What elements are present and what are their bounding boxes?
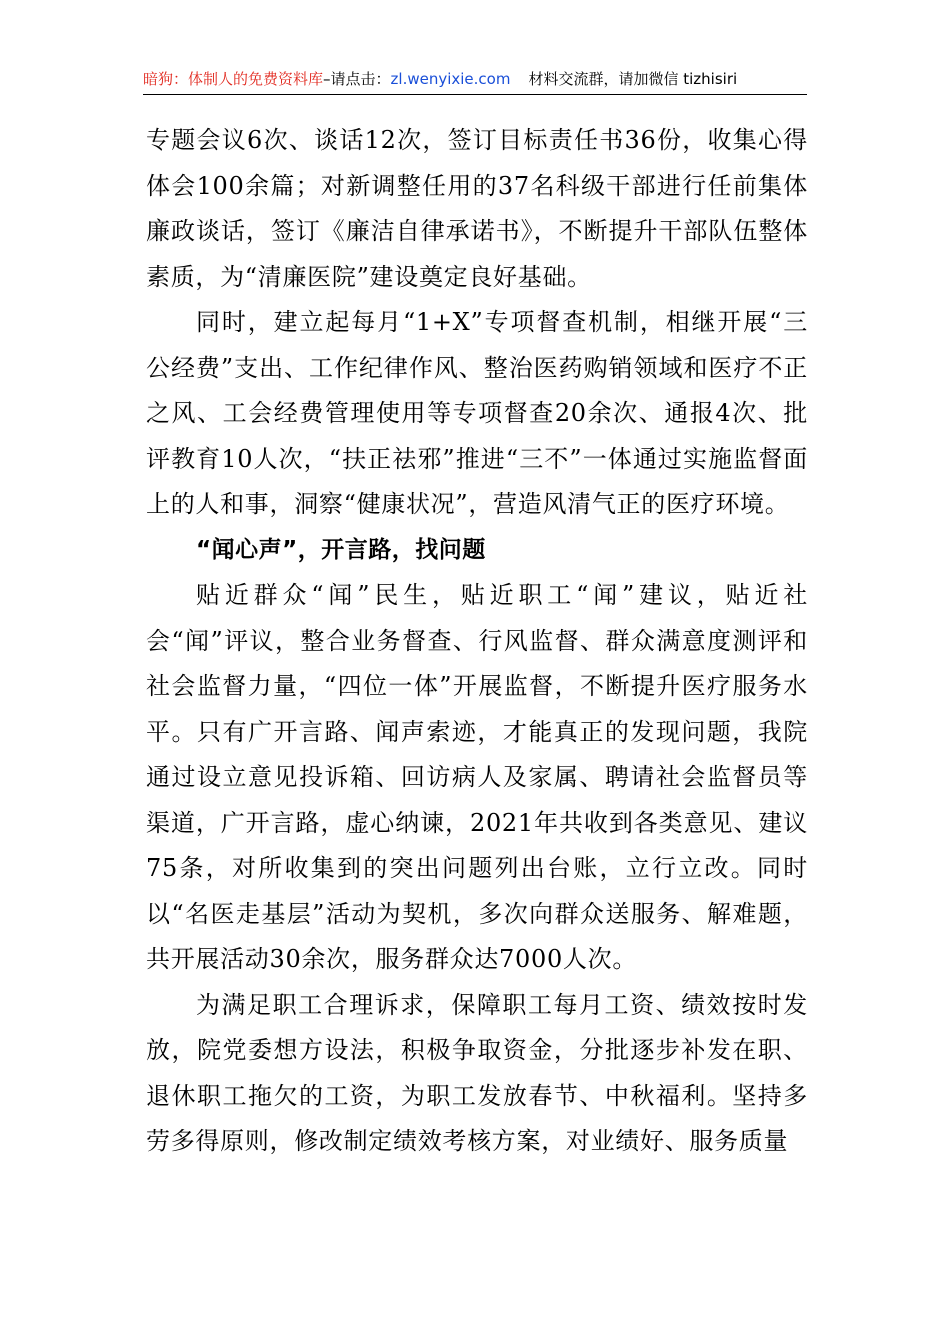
paragraph-3: 贴近群众“闻”民生，贴近职工“闻”建议，贴近社会“闻”评议，整合业务督查、行风监督、群众满意度测评和社会监督力量，“四位一体”开展监督，不断提升医疗服务水平。只有广开言路、闻声索迹，才能真正的发现问题，我院通过设立意见投诉箱、回访病人及家属、聘请社会监督员等渠道，广开言路，虚心纳谏，2021年共收到各类意见、建议75条，对所收集到的突出问题列出台账，立行立改。同时以“名医走基层”活动为契机，多次向群众送服务、解难题，共开展活动30余次，服务群众达7000人次。 <box>146 581 808 973</box>
document-body <box>146 118 808 1165</box>
header-brand: 暗狗：体制人的免费资料库 <box>143 70 324 88</box>
section-heading: “闻心声”，开言路，找问题 <box>196 536 486 563</box>
header-click-prompt: –请点击： <box>323 70 391 88</box>
paragraph-1: 专题会议6次、谈话12次，签订目标责任书36份，收集心得体会100余篇；对新调整任用的37名科级干部进行任前集体廉政谈话，签订《廉洁自律承诺书》，不断提升干部队伍整体素质，为“清廉医院”建设奠定良好基础。 <box>146 126 808 291</box>
header-wechat-note: 材料交流群，请加微信 tizhisiri <box>528 70 738 88</box>
header-url-link[interactable]: zl.wenyixie.com <box>390 70 511 88</box>
paragraph-4: 为满足职工合理诉求，保障职工每月工资、绩效按时发放，院党委想方设法，积极争取资金，分批逐步补发在职、退休职工拖欠的工资，为职工发放春节、中秋福利。坚持多劳多得原则，修改制定绩效考核方案，对业绩好、服务质量 <box>146 990 808 1155</box>
paragraph-2: 同时，建立起每月“1+X”专项督查机制，相继开展“三公经费”支出、工作纪律作风、整治医药购销领域和医疗不正之风、工会经费管理使用等专项督查20余次、通报4次、批评教育10人次，“扶正祛邪”推进“三不”一体通过实施监督面上的人和事，洞察“健康状况”，营造风清气正的医疗环境。 <box>146 308 808 518</box>
page-header <box>143 66 807 95</box>
